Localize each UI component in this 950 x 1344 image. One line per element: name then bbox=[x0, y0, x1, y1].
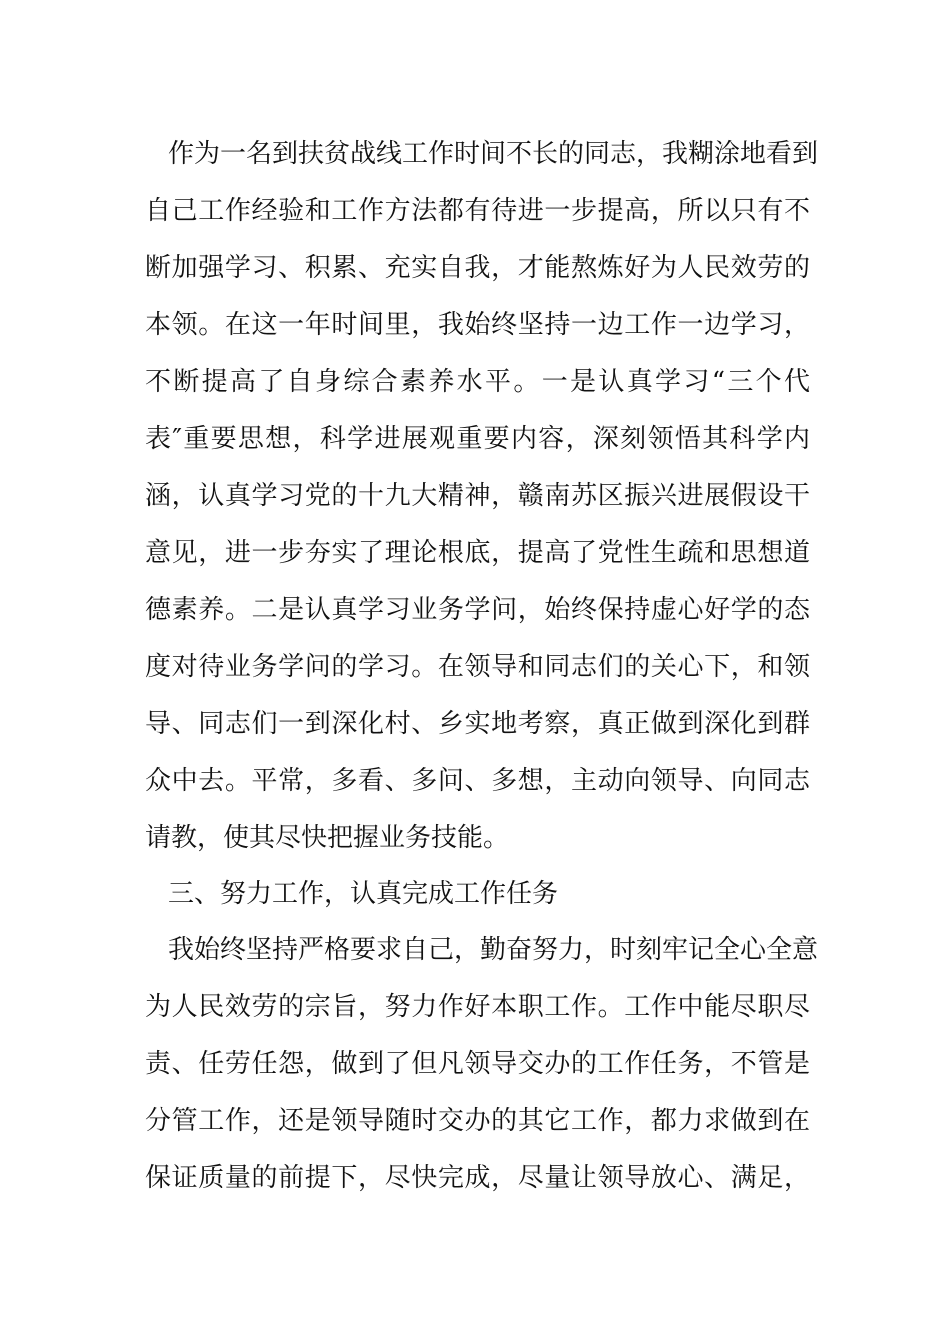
paragraph-line: 断加强学习、积累、充实自我，才能熬炼好为人民效劳的 bbox=[145, 253, 810, 283]
paragraph-line: 我始终坚持严格要求自己，勤奋努力，时刻牢记全心全意 bbox=[168, 935, 819, 965]
paragraph-line: 德素养。二是认真学习业务学问，始终保持虚心好学的态 bbox=[145, 595, 810, 625]
paragraph-line: 表″重要思想，科学进展观重要内容，深刻领悟其科学内 bbox=[145, 424, 810, 454]
paragraph-line: 不断提高了自身综合素养水平。一是认真学习“三个代 bbox=[145, 367, 810, 397]
paragraph-line: 导、同志们一到深化村、乡实地考察，真正做到深化到群 bbox=[145, 709, 810, 739]
paragraph-line: 度对待业务学问的学习。在领导和同志们的关心下，和领 bbox=[145, 652, 810, 682]
paragraph-line: 众中去。平常，多看、多问、多想，主动向领导、向同志 bbox=[145, 766, 810, 796]
paragraph-line-last: 请教，使其尽快把握业务技能。 bbox=[145, 823, 510, 853]
paragraph-line: 本领。在这一年时间里，我始终坚持一边工作一边学习， bbox=[145, 310, 810, 340]
paragraph-line: 分管工作，还是领导随时交办的其它工作，都力求做到在 bbox=[145, 1106, 810, 1136]
paragraph-line: 作为一名到扶贫战线工作时间不长的同志，我糊涂地看到 bbox=[168, 139, 819, 169]
paragraph-line: 为人民效劳的宗旨，努力作好本职工作。工作中能尽职尽 bbox=[145, 992, 810, 1022]
paragraph-line: 保证质量的前提下，尽快完成，尽量让领导放心、满足， bbox=[145, 1163, 810, 1193]
paragraph-line: 涵，认真学习党的十九大精神，赣南苏区振兴进展假设干 bbox=[145, 481, 810, 511]
paragraph-line: 意见，进一步夯实了理论根底，提高了党性生疏和思想道 bbox=[145, 538, 810, 568]
paragraph-line: 责、任劳任怨，做到了但凡领导交办的工作任务，不管是 bbox=[145, 1049, 810, 1079]
section-heading: 三、努力工作，认真完成工作任务 bbox=[168, 879, 559, 909]
paragraph-line: 自己工作经验和工作方法都有待进一步提高，所以只有不 bbox=[145, 196, 810, 226]
